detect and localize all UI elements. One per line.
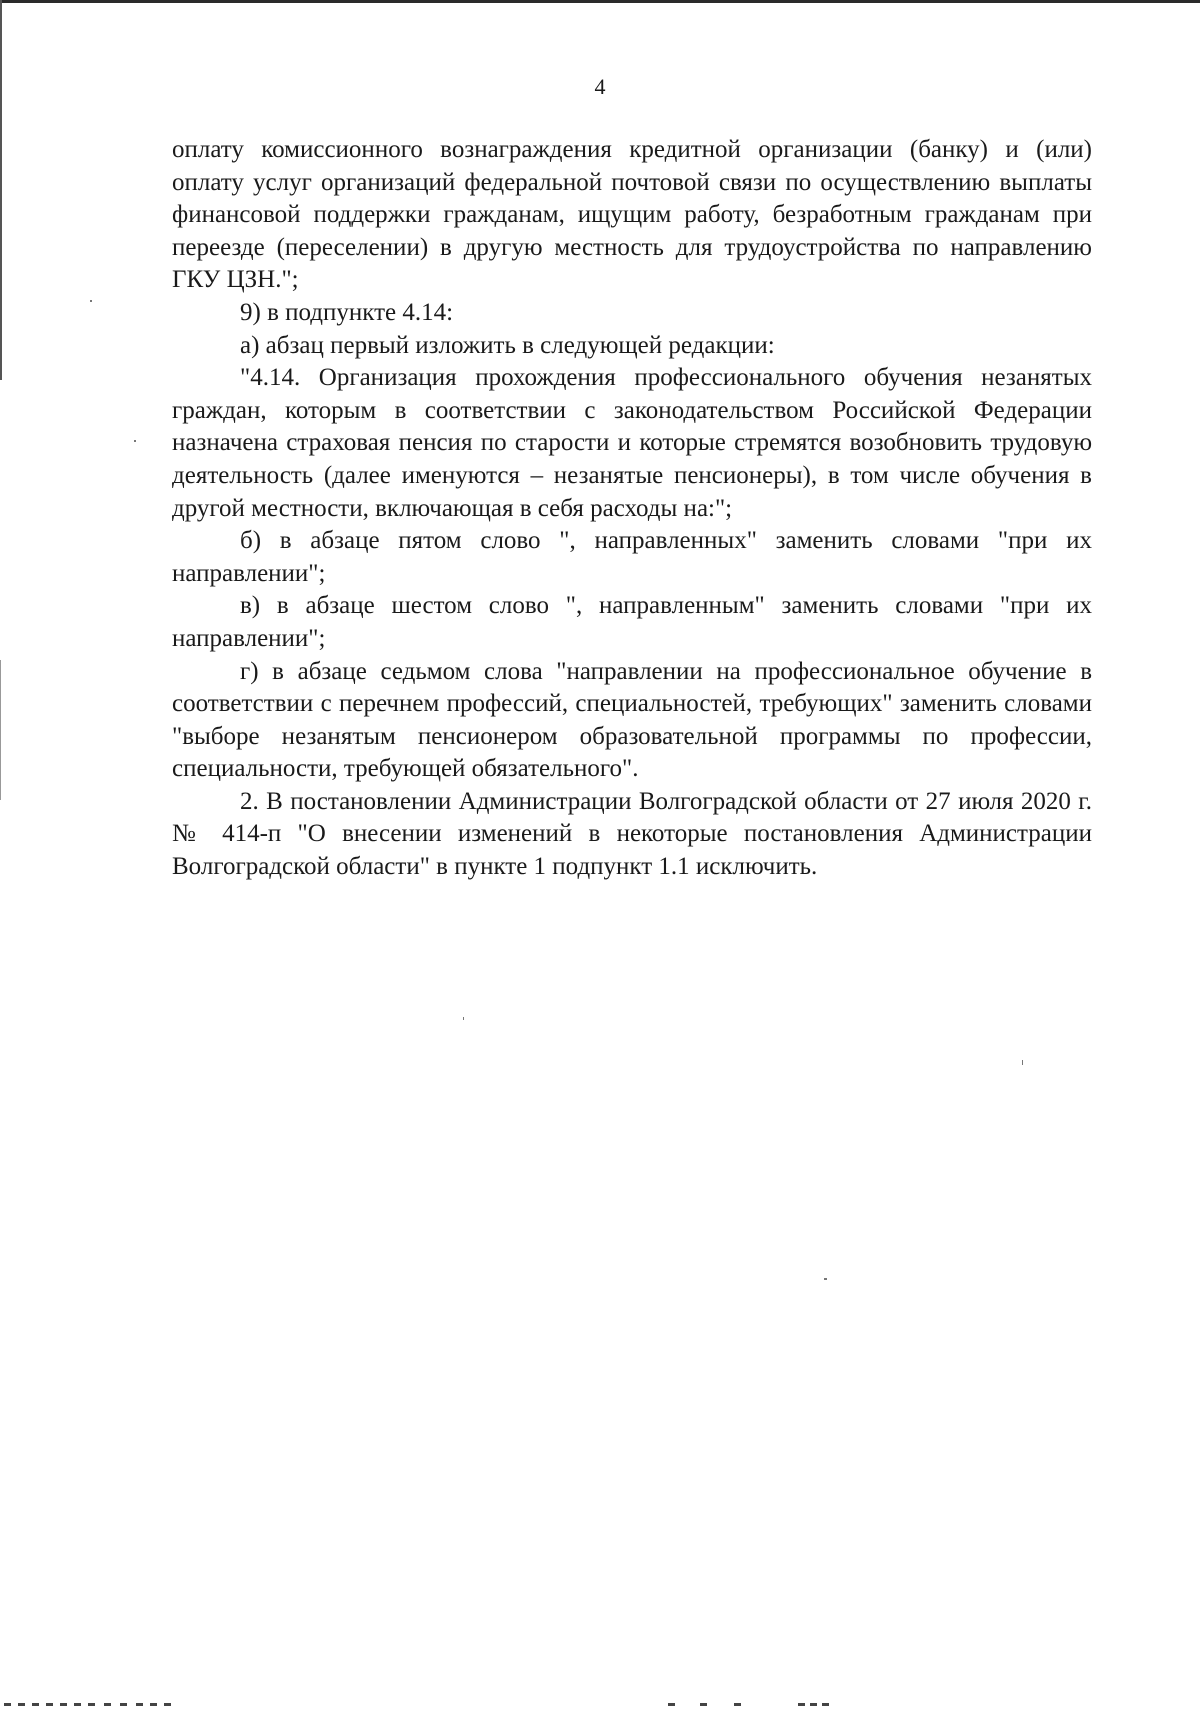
- page-number: 4: [594, 74, 606, 99]
- scan-speck: [134, 440, 136, 442]
- scan-edge-top: [0, 0, 1200, 3]
- document-body: [172, 134, 1092, 884]
- paragraph-item-4-14: "4.14. Организация прохождения профессионального обучения незанятых граждан, которым в соответствии с законодательством Российской Федерации назначена страховая пенсия по старости и которые стремятся возобновить трудовую деятельность (далее именуются – незанятые пенсионеры), в том числе обучения в другой местности, включающая в себя расходы на:";: [172, 364, 1092, 522]
- scan-edge-left: [0, 0, 2, 380]
- paragraph-item-9a: а) абзац первый изложить в следующей редакции:: [240, 331, 775, 359]
- scan-edge-left-lower: [0, 660, 1, 800]
- scan-speck: [1022, 1060, 1023, 1065]
- scan-speck: [463, 1017, 464, 1020]
- paragraph-item-9b: б) в абзаце пятом слово ", направленных" заменить словами "при их направлении";: [172, 527, 1092, 587]
- paragraph-item-9g: г) в абзаце седьмом слова "направлении на профессиональное обучение в соответствии с перечнем профессий, специальностей, требующих" заменить словами "выборе незанятым пенсионером образовательной программы по профессии, специальности, требующей обязательного".: [172, 657, 1092, 783]
- scan-speck: [824, 1278, 827, 1280]
- scan-speck: [90, 300, 92, 302]
- scan-bottom-edge: [0, 1703, 1200, 1707]
- paragraph-item-9v: в) в абзаце шестом слово ", направленным" заменить словами "при их направлении";: [172, 592, 1092, 652]
- paragraph-item-9: 9) в подпункте 4.14:: [240, 298, 454, 326]
- paragraph-item-2: 2. В постановлении Администрации Волгоградской области от 27 июля 2020 г. № 414-п "О внесении изменений в некоторые постановления Администрации Волгоградской области" в пункте 1 подпункт 1.1 исключить.: [172, 787, 1092, 881]
- paragraph-continuation: оплату комиссионного вознаграждения кредитной организации (банку) и (или) оплату услуг организаций федеральной почтовой связи по осуществлению выплаты финансовой поддержки гражданам, ищущим работу, безработным гражданам при переезде (переселении) в другую местность для трудоустройства по направлению ГКУ ЦЗН.";: [172, 136, 1092, 294]
